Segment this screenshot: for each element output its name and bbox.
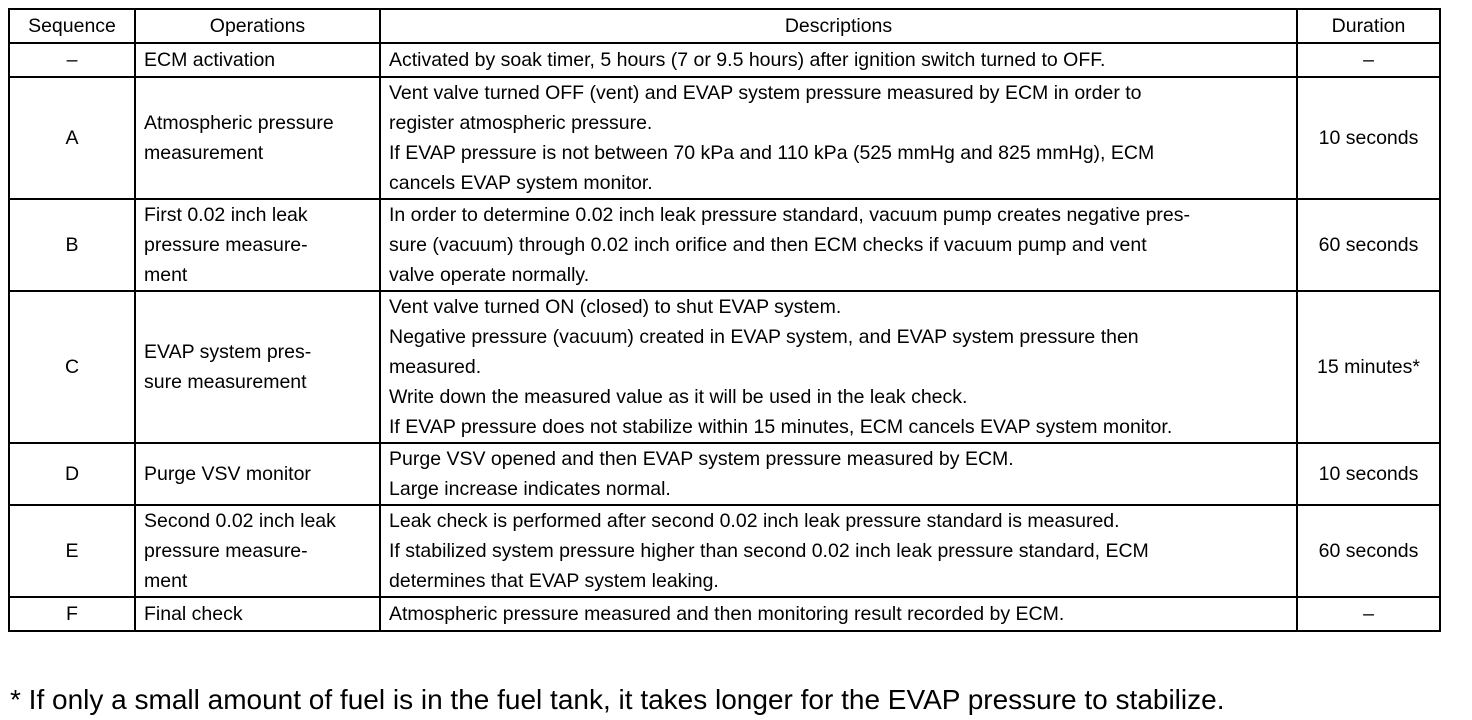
description-line: Leak check is performed after second 0.02 inch leak pressure standard is measured. (389, 510, 1120, 532)
footnote: * If only a small amount of fuel is in the fuel tank, it takes longer for the EVAP pressure to stabilize. (10, 684, 1225, 715)
operation-line: measurement (144, 142, 264, 164)
operation-cell (135, 199, 380, 291)
description-line: Activated by soak timer, 5 hours (7 or 9.5 hours) after ignition switch turned to OFF. (389, 49, 1106, 71)
description-line: If EVAP pressure does not stabilize within 15 minutes, ECM cancels EVAP system monitor. (389, 416, 1173, 438)
sequence-cell: – (9, 43, 135, 77)
table-row (9, 77, 1440, 199)
duration-cell: 15 minutes* (1297, 291, 1440, 443)
description-line: measured. (389, 356, 482, 378)
description-line: determines that EVAP system leaking. (389, 570, 719, 592)
sequence-cell: D (9, 443, 135, 505)
operation-line: Second 0.02 inch leak (144, 510, 336, 532)
description-cell (380, 443, 1297, 505)
sequence-cell: E (9, 505, 135, 597)
sequence-cell: C (9, 291, 135, 443)
table-row (9, 199, 1440, 291)
description-line: Atmospheric pressure measured and then monitoring result recorded by ECM. (389, 603, 1065, 625)
description-cell (380, 291, 1297, 443)
header-operations: Operations (135, 9, 380, 43)
description-cell (380, 199, 1297, 291)
operation-cell (135, 597, 380, 631)
description-line: cancels EVAP system monitor. (389, 172, 653, 194)
operation-line: Purge VSV monitor (144, 463, 311, 485)
sequence-cell: F (9, 597, 135, 631)
description-line: valve operate normally. (389, 264, 590, 286)
operation-line: Final check (144, 603, 243, 625)
duration-cell: 60 seconds (1297, 199, 1440, 291)
table-row (9, 43, 1440, 77)
description-cell (380, 77, 1297, 199)
description-line: Negative pressure (vacuum) created in EVAP system, and EVAP system pressure then (389, 326, 1139, 348)
header-descriptions: Descriptions (380, 9, 1297, 43)
operation-cell (135, 443, 380, 505)
description-line: Large increase indicates normal. (389, 478, 671, 500)
description-cell (380, 505, 1297, 597)
duration-cell: 10 seconds (1297, 443, 1440, 505)
operation-line: EVAP system pres- (144, 341, 312, 363)
operation-line: ment (144, 570, 188, 592)
description-cell (380, 597, 1297, 631)
duration-cell: – (1297, 43, 1440, 77)
description-line: Vent valve turned ON (closed) to shut EVAP system. (389, 296, 842, 318)
table-row (9, 505, 1440, 597)
description-line: Write down the measured value as it will be used in the leak check. (389, 386, 968, 408)
duration-cell: – (1297, 597, 1440, 631)
sequence-cell: B (9, 199, 135, 291)
description-cell (380, 43, 1297, 77)
table-body (9, 43, 1440, 631)
description-line: In order to determine 0.02 inch leak pressure standard, vacuum pump creates negative pres- (389, 204, 1191, 226)
table-row (9, 291, 1440, 443)
operation-line: ment (144, 264, 188, 286)
header-duration: Duration (1297, 9, 1440, 43)
table-row (9, 443, 1440, 505)
operation-line: Atmospheric pressure (144, 112, 334, 134)
sequence-cell: A (9, 77, 135, 199)
description-line: sure (vacuum) through 0.02 inch orifice and then ECM checks if vacuum pump and vent (389, 234, 1147, 256)
table-header-row (9, 9, 1440, 43)
duration-cell: 60 seconds (1297, 505, 1440, 597)
operation-cell (135, 77, 380, 199)
description-line: Purge VSV opened and then EVAP system pressure measured by ECM. (389, 448, 1014, 470)
operation-line: First 0.02 inch leak (144, 204, 308, 226)
evap-monitor-sequence-table (8, 8, 1441, 632)
duration-cell: 10 seconds (1297, 77, 1440, 199)
description-line: register atmospheric pressure. (389, 112, 653, 134)
description-line: If stabilized system pressure higher than second 0.02 inch leak pressure standard, ECM (389, 540, 1149, 562)
operation-line: pressure measure- (144, 234, 308, 256)
operation-line: ECM activation (144, 49, 276, 71)
description-line: If EVAP pressure is not between 70 kPa and 110 kPa (525 mmHg and 825 mmHg), ECM (389, 142, 1155, 164)
operation-cell (135, 291, 380, 443)
operation-cell (135, 505, 380, 597)
operation-line: sure measurement (144, 371, 307, 393)
description-line: Vent valve turned OFF (vent) and EVAP system pressure measured by ECM in order to (389, 82, 1142, 104)
operation-line: pressure measure- (144, 540, 308, 562)
operation-cell (135, 43, 380, 77)
table-row (9, 597, 1440, 631)
header-sequence: Sequence (9, 9, 135, 43)
